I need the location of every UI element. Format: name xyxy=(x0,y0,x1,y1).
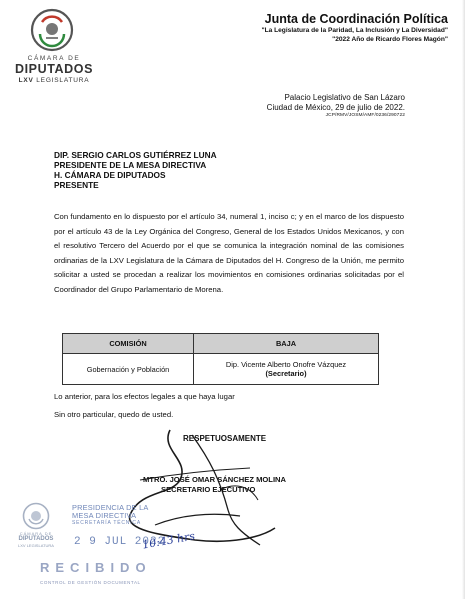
table-header-baja: BAJA xyxy=(194,334,379,354)
logo-line3-rest: LEGISLATURA xyxy=(33,77,90,84)
logo-line3-bold: LXV xyxy=(18,77,34,84)
header-subtitle-2: "2022 Año de Ricardo Flores Magón" xyxy=(332,36,448,43)
stamp-line-3: SECRETARÍA TÉCNICA xyxy=(72,520,141,526)
closing-line-1: Lo anterior, para los efectos legales a que haya lugar xyxy=(54,392,235,401)
stamp-handwritten-time: 10:43 hrs xyxy=(141,529,196,552)
stamp-logo-line2: DIPUTADOS xyxy=(18,536,54,542)
table-header-commission: COMISIÓN xyxy=(63,334,194,354)
header-subtitle-1: "La Legislatura de la Paridad, La Inclusión y La Diversidad" xyxy=(261,27,448,34)
stamp-line-1: PRESIDENCIA DE LA xyxy=(72,503,149,512)
table-header-row xyxy=(63,334,379,354)
stamp-logo-line3: LXV LEGISLATURA xyxy=(18,543,54,548)
baja-role: (Secretario) xyxy=(265,369,307,378)
addressee-name: DIP. SERGIO CARLOS GUTIÉRREZ LUNA xyxy=(54,150,217,160)
stamp-line-2: MESA DIRECTIVA xyxy=(72,511,137,520)
signer-title: SECRETARIO EJECUTIVO xyxy=(161,485,256,494)
table-cell-baja xyxy=(194,354,379,385)
commission-table xyxy=(62,333,379,385)
stamp-bottom-line: CONTROL DE GESTIÓN DOCUMENTAL xyxy=(40,580,141,585)
stamp-received: RECIBIDO xyxy=(40,560,152,575)
closing-line-2: Sin otro particular, quedo de usted. xyxy=(54,410,174,419)
table-cell-commission: Gobernación y Población xyxy=(63,354,194,385)
addressee-institution: H. CÁMARA DE DIPUTADOS xyxy=(54,170,166,180)
addressee-presente: PRESENTE xyxy=(54,180,99,190)
body-paragraph: Con fundamento en lo dispuesto por el artículo 34, numeral 1, inciso c; y en el marco de los dispuesto por el artículo 43 de la Ley Orgánica del Congreso, General de los Estados Unidos Mexicanos, y con el resolutivo Tercero del Acuerdo por el que se comunica la integración nominal de las comisiones ordinarias de la LXV Legislatura de la Cámara de Diputados del H. Congreso de la Unión, me permito solicitar a usted se procedan a realizar los movimientos en comisiones ordinarias solicitadas por el Coordinador del Grupo Parlamentario de Morena. xyxy=(54,212,404,294)
stamp-date: 2 9 JUL 2022 xyxy=(74,536,166,548)
header-title: Junta de Coordinación Política xyxy=(264,12,448,26)
table-row xyxy=(63,354,379,385)
stamp-emblem-icon xyxy=(22,502,50,530)
reference-number: JCP/RMV/JOSM/AMF/0236/290722 xyxy=(325,113,405,118)
camara-emblem-icon xyxy=(30,8,74,52)
logo-line2: DIPUTADOS xyxy=(14,62,94,76)
logo-line1: CÁMARA DE xyxy=(27,55,81,62)
signer-name: MTRO. JOSÉ OMAR SÁNCHEZ MOLINA xyxy=(143,475,287,484)
date: Ciudad de México, 29 de julio de 2022. xyxy=(266,103,405,112)
respectfully: RESPETUOSAMENTE xyxy=(183,434,267,443)
addressee-title: PRESIDENTE DE LA MESA DIRECTIVA xyxy=(54,160,207,170)
stamp-logo-line1: CÁMARA DE xyxy=(19,531,53,536)
logo-line3 xyxy=(14,77,94,84)
place: Palacio Legislativo de San Lázaro xyxy=(284,93,405,102)
baja-name: Dip. Vicente Alberto Onofre Vázquez xyxy=(225,360,347,369)
